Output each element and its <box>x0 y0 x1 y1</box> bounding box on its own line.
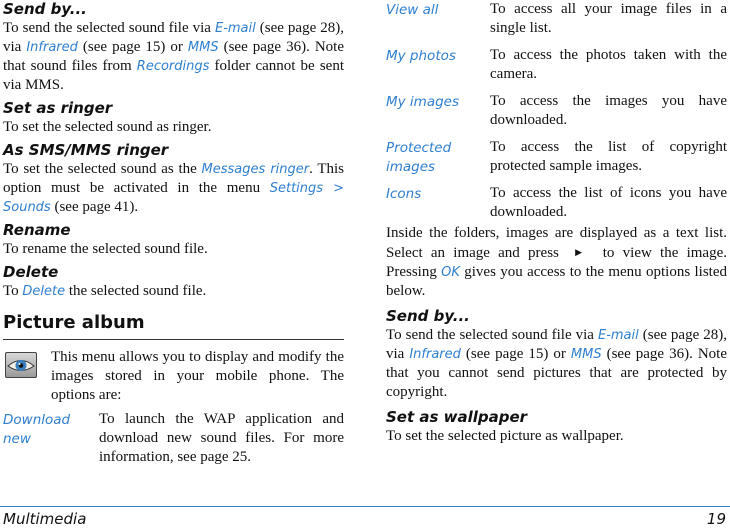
footer-section-name: Multimedia <box>3 510 87 528</box>
right-arrow-icon: ▶ <box>575 247 587 257</box>
option-label[interactable]: Download new <box>3 412 71 447</box>
option-label[interactable]: Protected images <box>386 140 452 175</box>
set-as-ringer-text: To set the selected sound as ringer. <box>3 119 212 135</box>
set-as-wallpaper-heading: Set as wallpaper <box>386 408 528 426</box>
delete-keyword: Delete <box>22 284 66 299</box>
right-column <box>386 0 727 446</box>
option-description: To access the list of icons you have downloaded. <box>490 185 727 220</box>
option-row <box>386 138 727 184</box>
option-row <box>386 92 727 138</box>
settings-sounds-keyword: Settings > Sounds <box>3 181 344 215</box>
option-description: To access the images you have downloaded. <box>490 93 727 128</box>
mms-keyword: MMS <box>570 347 602 362</box>
send-by-heading-right: Send by... <box>386 307 470 325</box>
rename-heading: Rename <box>3 221 71 239</box>
option-row <box>386 184 727 222</box>
email-keyword: E-mail <box>214 21 256 36</box>
infrared-keyword: Infrared <box>409 347 461 362</box>
option-row <box>3 410 344 467</box>
picture-album-title: Picture album <box>3 311 344 340</box>
send-by-text: To send the selected sound file via E-mail (see page 28), via Infrared (see page 15) or MMS (see page 36). Note that sound files from Recordings folder cannot be sent via MMS. <box>3 20 344 93</box>
inside-folders-text: Inside the folders, images are displayed as a text list. Select an image and press ▶ to view the image. Pressing OK gives you access to the menu options listed below. <box>386 225 727 299</box>
option-label[interactable]: Icons <box>386 186 422 202</box>
page-footer <box>0 506 730 529</box>
delete-heading: Delete <box>3 263 59 281</box>
send-by-heading: Send by... <box>3 0 87 18</box>
picture-album-intro <box>3 348 344 405</box>
set-as-wallpaper-text: To set the selected picture as wallpaper. <box>386 428 624 444</box>
picture-album-left-options <box>3 410 344 467</box>
rename-text: To rename the selected sound file. <box>3 241 208 257</box>
option-row <box>386 46 727 92</box>
delete-text: To Delete the selected sound file. <box>3 283 207 299</box>
option-description: To launch the WAP application and download new sound files. For more information, see page 25. <box>99 411 344 465</box>
option-label[interactable]: View all <box>386 2 439 18</box>
option-row <box>386 0 727 46</box>
option-label[interactable]: My images <box>386 94 460 110</box>
infrared-keyword: Infrared <box>26 40 78 55</box>
messages-ringer-keyword: Messages ringer <box>201 162 310 177</box>
as-sms-mms-ringer-text: To set the selected sound as the Messages ringer. This option must be activated in the menu Settings > Sounds (see page 41). <box>3 161 344 215</box>
as-sms-mms-ringer-heading: As SMS/MMS ringer <box>3 141 169 159</box>
option-description: To access all your image files in a single list. <box>490 1 727 36</box>
option-label[interactable]: My photos <box>386 48 456 64</box>
option-description: To access the photos taken with the camera. <box>490 47 727 82</box>
picture-album-right-options <box>386 0 727 222</box>
recordings-keyword: Recordings <box>136 59 210 74</box>
set-as-ringer-heading: Set as ringer <box>3 99 113 117</box>
email-keyword: E-mail <box>597 328 639 343</box>
picture-album-intro-text: This menu allows you to display and modify the images stored in your mobile phone. The options are: <box>51 349 344 403</box>
ok-keyword: OK <box>441 265 460 280</box>
mms-keyword: MMS <box>187 40 219 55</box>
send-by-text-right: To send the selected sound file via E-mail (see page 28), via Infrared (see page 15) or MMS (see page 36). Note that you cannot send pictures that are protected by copyright. <box>386 327 727 400</box>
option-description: To access the list of copyright protected sample images. <box>490 139 727 174</box>
left-column <box>3 0 344 467</box>
footer-page-number: 19 <box>706 510 726 528</box>
eye-icon <box>5 352 37 378</box>
